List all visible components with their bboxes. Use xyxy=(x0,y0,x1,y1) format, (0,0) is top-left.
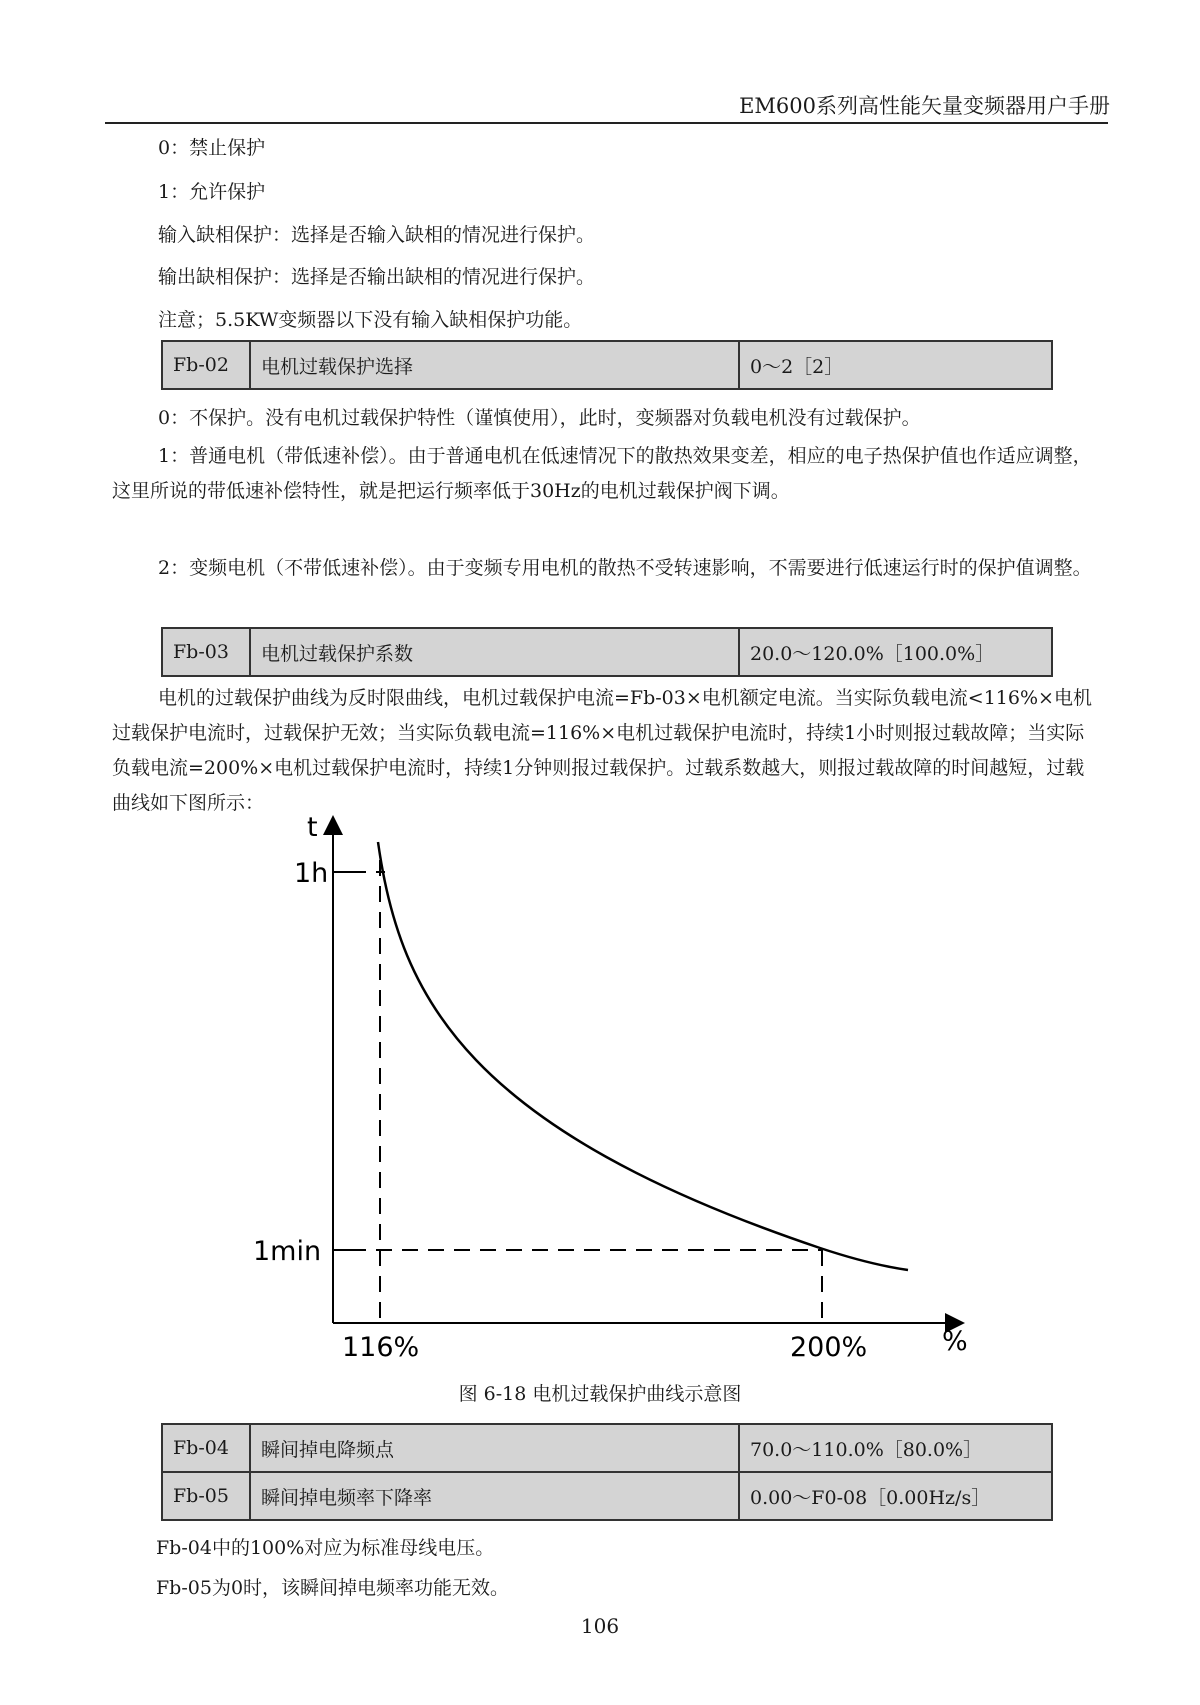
fb02-option-1: 1：普通电机（带低速补偿）。由于普通电机在低速情况下的散热效果变差，相应的电子热保护值也作适应调整，这里所说的带低速补偿特性，就是把运行频率低于30Hz的电机过载保护阀下调。 xyxy=(112,445,1092,502)
fb02-option-2: 2：变频电机（不带低速补偿）。由于变频专用电机的散热不受转速影响，不需要进行低速运行时的保护值调整。 xyxy=(158,557,1092,579)
x-tick-label-200: 200% xyxy=(790,1332,868,1363)
param-code: Fb-04 xyxy=(162,1424,250,1472)
fb02-option-0: 0：不保护。没有电机过载保护特性（谨慎使用），此时，变频器对负载电机没有过载保护。 xyxy=(158,407,921,429)
param-row xyxy=(162,1424,1052,1472)
param-table-fb04-fb05 xyxy=(161,1423,1053,1521)
option-disable-protection: 0：禁止保护 xyxy=(158,137,266,159)
param-code: Fb-03 xyxy=(162,628,250,676)
y-tick-label-1h: 1h xyxy=(294,858,329,889)
param-table-fb03 xyxy=(161,627,1053,677)
output-phase-loss-text: 输出缺相保护：选择是否输出缺相的情况进行保护。 xyxy=(158,266,596,288)
param-range: 0.00～F0-08［0.00Hz/s］ xyxy=(739,1472,1052,1520)
param-range: 20.0～120.0%［100.0%］ xyxy=(739,628,1052,676)
figure-caption: 图 6-18 电机过载保护曲线示意图 xyxy=(458,1383,742,1405)
param-row xyxy=(162,341,1052,389)
param-range: 0～2［2］ xyxy=(739,341,1052,389)
fb05-note: Fb-05为0时，该瞬间掉电频率功能无效。 xyxy=(156,1577,510,1599)
page-number: 106 xyxy=(580,1614,620,1638)
document-header-title: EM600系列高性能矢量变频器用户手册 xyxy=(739,94,1110,118)
overload-curve-chart xyxy=(0,800,1200,1375)
param-code: Fb-02 xyxy=(162,341,250,389)
input-phase-loss-text: 输入缺相保护：选择是否输入缺相的情况进行保护。 xyxy=(158,224,596,246)
param-code: Fb-05 xyxy=(162,1472,250,1520)
y-axis-label: t xyxy=(307,812,318,843)
y-tick-label-1min: 1min xyxy=(253,1236,322,1267)
option-enable-protection: 1：允许保护 xyxy=(158,181,266,203)
param-table-fb02 xyxy=(161,340,1053,390)
header-divider xyxy=(105,122,1108,124)
x-tick-label-116: 116% xyxy=(342,1332,420,1363)
note-text: 注意；5.5KW变频器以下没有输入缺相保护功能。 xyxy=(158,309,583,331)
param-name: 瞬间掉电频率下降率 xyxy=(250,1472,739,1520)
x-axis-label: % xyxy=(942,1326,968,1357)
fb04-note: Fb-04中的100%对应为标准母线电压。 xyxy=(156,1537,495,1559)
param-row xyxy=(162,628,1052,676)
param-name: 电机过载保护选择 xyxy=(250,341,739,389)
param-row xyxy=(162,1472,1052,1520)
param-range: 70.0～110.0%［80.0%］ xyxy=(739,1424,1052,1472)
overload-curve xyxy=(378,842,908,1270)
param-name: 瞬间掉电降频点 xyxy=(250,1424,739,1472)
fb03-description: 电机的过载保护曲线为反时限曲线，电机过载保护电流=Fb-03×电机额定电流。当实际负载电流<116%×电机过载保护电流时，过载保护无效；当实际负载电流=116%×电机过载保护电流时，持续1小时则报过载故障；当实际负载电流=200%×电机过载保护电流时，持续1分钟则报过载保护。过载系数越大，则报过载故障的时间越短，过载曲线如下图所示： xyxy=(112,687,1092,814)
param-name: 电机过载保护系数 xyxy=(250,628,739,676)
